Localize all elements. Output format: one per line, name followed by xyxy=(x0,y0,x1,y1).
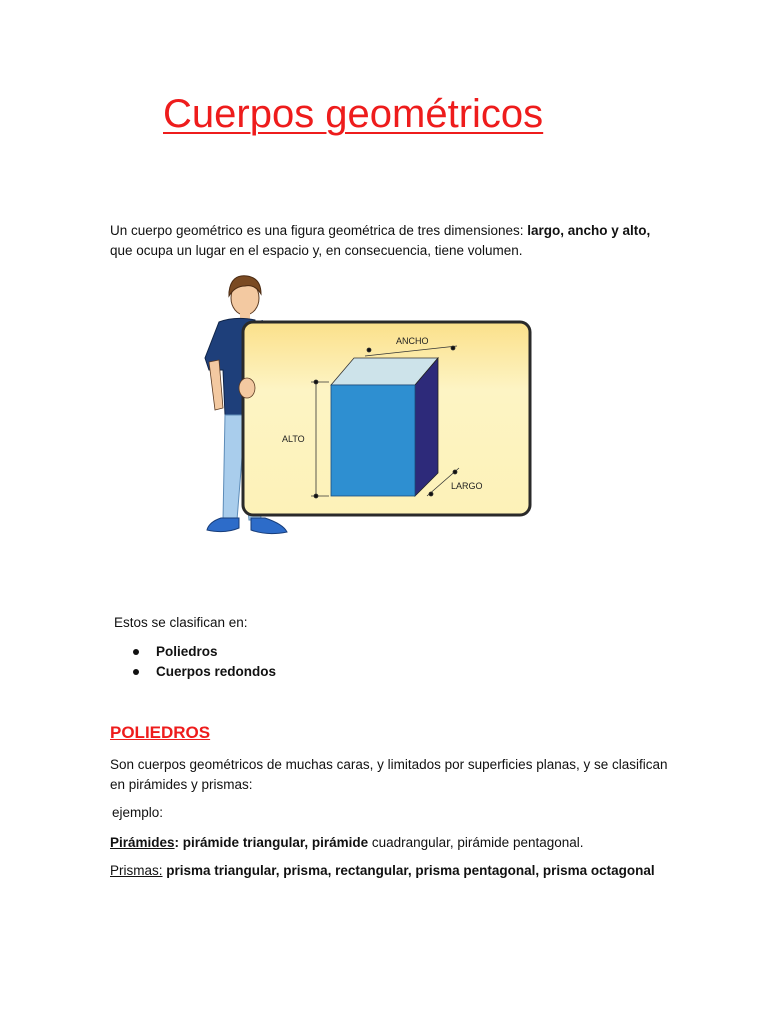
section-title-poliedros: POLIEDROS xyxy=(110,723,211,742)
prismas-bold: prisma triangular, prisma, rectangular, prisma pentagonal, prisma octagonal xyxy=(162,863,655,878)
example-label: ejemplo: xyxy=(112,805,164,820)
piramides-colon: : xyxy=(174,835,180,850)
label-alto: ALTO xyxy=(282,434,305,444)
poliedros-description: Son cuerpos geométricos de muchas caras, y limitados por superficies planas, y se clasifican en pirámides y prismas: xyxy=(110,757,668,792)
intro-text-start: Un cuerpo geométrico es una figura geométrica de tres dimensiones: xyxy=(110,223,528,238)
intro-paragraph xyxy=(110,221,670,261)
prismas-label: Prismas: xyxy=(110,863,163,878)
piramides-bold: pirámide triangular, pirámide xyxy=(179,835,369,850)
piramides-label: Pirámides xyxy=(110,835,175,850)
piramides-line xyxy=(110,833,670,853)
classification-list xyxy=(133,642,276,682)
prism-drawing xyxy=(331,358,438,496)
list-item: Cuerpos redondos xyxy=(133,662,276,682)
intro-dimensions: largo, ancho y alto, xyxy=(527,223,651,238)
intro-text-end: que ocupa un lugar en el espacio y, en consecuencia, tiene volumen. xyxy=(110,243,523,258)
page-title: Cuerpos geométricos xyxy=(163,92,544,136)
classify-intro: Estos se clasifican en: xyxy=(114,615,248,630)
dimensions-illustration xyxy=(195,270,540,545)
label-ancho: ANCHO xyxy=(396,336,429,346)
prismas-line xyxy=(110,861,670,881)
list-item: Poliedros xyxy=(133,642,276,662)
label-largo: LARGO xyxy=(451,481,483,491)
piramides-rest: cuadrangular, pirámide pentagonal. xyxy=(368,835,584,850)
